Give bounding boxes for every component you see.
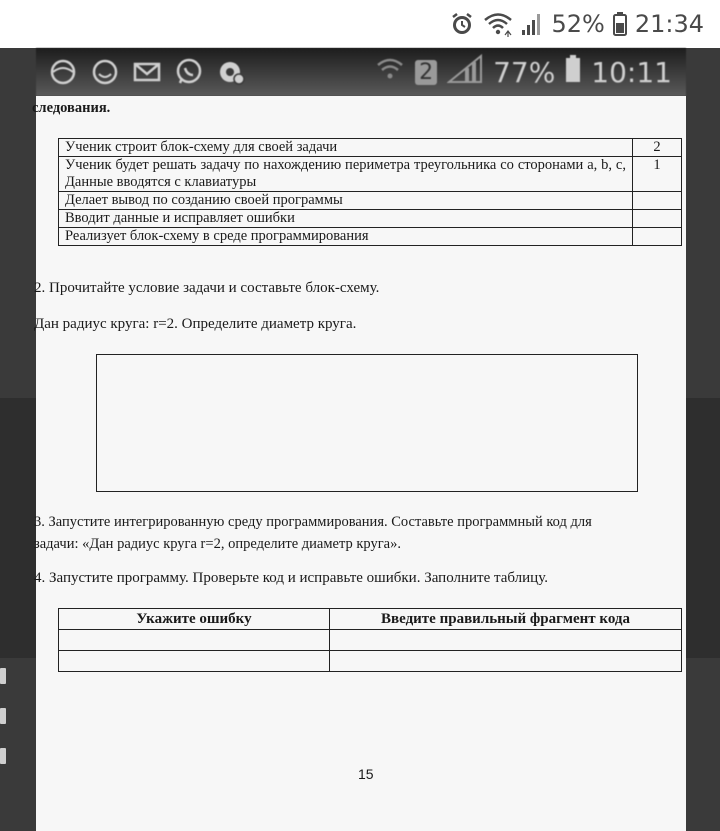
signal-icon bbox=[447, 54, 483, 91]
table-cell bbox=[330, 651, 682, 672]
errors-table bbox=[58, 608, 682, 672]
backdrop-marks bbox=[0, 668, 8, 788]
table-row bbox=[59, 139, 682, 157]
criteria-text: Ученик будет решать задачу по нахождению периметра треугольника со сторонами a, b, c, Данные вводятся с клавиатуры bbox=[59, 157, 633, 192]
battery-percent: 52% bbox=[551, 10, 605, 38]
task3-line1: 3. Запустите интегрированную среду программирования. Составьте программный код для bbox=[34, 514, 592, 530]
wifi-icon bbox=[375, 56, 405, 89]
app-icon bbox=[90, 58, 120, 90]
signal-icon bbox=[521, 12, 543, 36]
table-row bbox=[59, 192, 682, 210]
photo-battery-percent: 77% bbox=[493, 56, 556, 89]
criteria-text: Ученик строит блок-схему для своей задачи bbox=[59, 139, 633, 157]
alarm-icon bbox=[449, 11, 475, 37]
wifi-icon bbox=[483, 11, 513, 37]
table-cell bbox=[59, 651, 330, 672]
photo-status-bar bbox=[36, 48, 686, 96]
mail-icon bbox=[132, 60, 162, 88]
fragment-text: следования. bbox=[32, 100, 111, 116]
photo-clock: 10:11 bbox=[591, 56, 672, 89]
criteria-text: Вводит данные и исправляет ошибки bbox=[59, 210, 633, 228]
task2-condition: Дан радиус круга: r=2. Определите диаметр круга. bbox=[34, 316, 357, 332]
sim-indicator: 2 bbox=[415, 60, 437, 85]
task3-line2: задачи: «Дан радиус круга r=2, определите диаметр круга». bbox=[34, 536, 401, 552]
flowchart-answer-box bbox=[96, 354, 638, 492]
app-icon bbox=[48, 58, 78, 90]
task2-heading: 2. Прочитайте условие задачи и составьте блок-схему. bbox=[34, 280, 380, 296]
table-row bbox=[59, 630, 682, 651]
page-number: 15 bbox=[358, 766, 374, 782]
table-cell bbox=[330, 630, 682, 651]
table-cell bbox=[59, 630, 330, 651]
battery-icon bbox=[613, 12, 627, 36]
status-bar bbox=[0, 0, 720, 48]
column-header: Укажите ошибку bbox=[59, 609, 330, 630]
criteria-score: 1 bbox=[633, 157, 682, 192]
criteria-score bbox=[633, 228, 682, 246]
criteria-table bbox=[58, 138, 682, 246]
table-row bbox=[59, 651, 682, 672]
task4-heading: 4. Запустите программу. Проверьте код и исправьте ошибки. Заполните таблицу. bbox=[34, 570, 548, 586]
criteria-text: Делает вывод по созданию своей программы bbox=[59, 192, 633, 210]
criteria-score: 2 bbox=[633, 139, 682, 157]
criteria-text: Реализует блок-схему в среде программирования bbox=[59, 228, 633, 246]
settings-icon bbox=[216, 58, 246, 90]
clock: 21:34 bbox=[634, 10, 704, 38]
table-row bbox=[59, 228, 682, 246]
battery-icon bbox=[565, 55, 581, 90]
table-header-row bbox=[59, 609, 682, 630]
column-header: Введите правильный фрагмент кода bbox=[330, 609, 682, 630]
whatsapp-icon bbox=[174, 58, 204, 90]
table-row bbox=[59, 210, 682, 228]
criteria-score bbox=[633, 210, 682, 228]
criteria-score bbox=[633, 192, 682, 210]
table-row bbox=[59, 157, 682, 192]
document-page bbox=[32, 96, 686, 831]
